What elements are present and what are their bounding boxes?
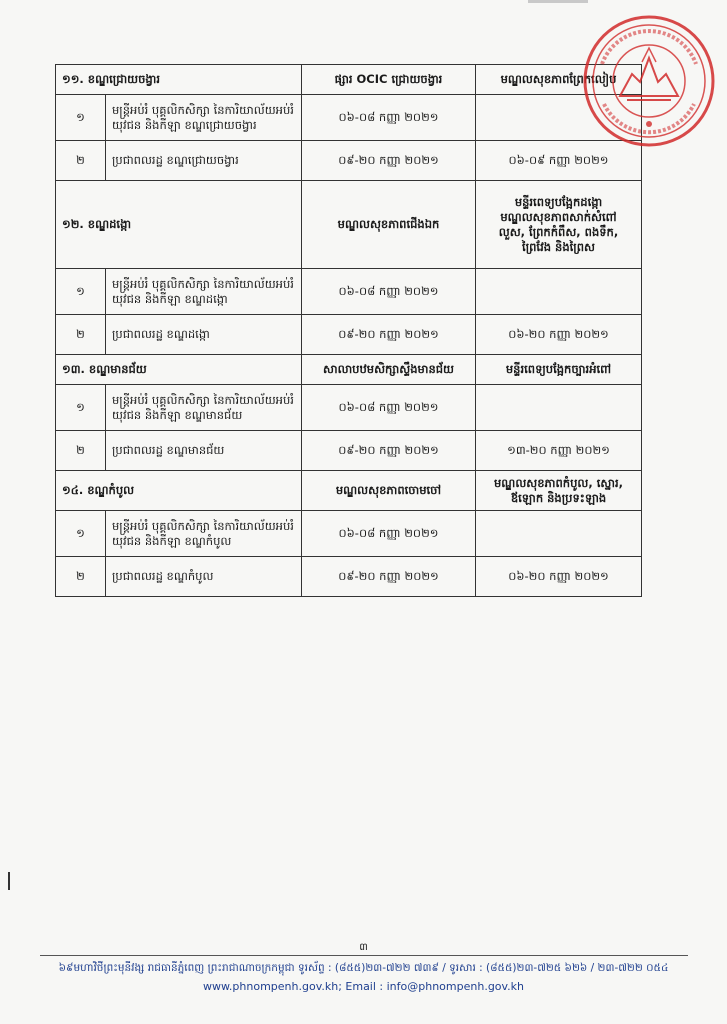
health-center-date [476, 269, 642, 315]
table-row [56, 431, 642, 471]
row-number: ១ [56, 269, 106, 315]
top-edge-mark [528, 0, 588, 3]
target-group: មន្ត្រីអប់រំ បុគ្គលិកសិក្សា នៃការិយាល័យអប់រំ យុវជន និងកីឡា ខណ្ឌជ្រោយចង្វារ [106, 95, 302, 141]
table-row [56, 385, 642, 431]
target-group: ប្រជាពលរដ្ឋ ខណ្ឌជ្រោយចង្វារ [106, 141, 302, 181]
health-center: មណ្ឌលសុខភាពព្រែកលៀប [476, 65, 642, 95]
table-row [56, 315, 642, 355]
vaccination-date: ០៦-០៨ កញ្ញា ២០២១ [302, 511, 476, 557]
table-row [56, 269, 642, 315]
page-number: ៣ [359, 942, 368, 953]
row-number: ១ [56, 385, 106, 431]
email-label: ; Email : [338, 980, 387, 993]
health-center-date [476, 385, 642, 431]
health-center: មណ្ឌលសុខភាពកំបូល, ស្នោរ, ឪឡោក និងប្រទះឡាង [476, 471, 642, 511]
target-group: មន្ត្រីអប់រំ បុគ្គលិកសិក្សា នៃការិយាល័យអប់រំ យុវជន និងកីឡា ខណ្ឌមានជ័យ [106, 385, 302, 431]
health-center: មន្ទីរពេទ្យបង្អែកដង្កោ មណ្ឌលសុខភាពសាក់សំពៅ លួស, ព្រែកកំពឹស, ពងទឹក, ព្រៃវែង និងព្រៃស [476, 181, 642, 269]
target-group: ប្រជាពលរដ្ឋ ខណ្ឌមានជ័យ [106, 431, 302, 471]
row-number: ១ [56, 511, 106, 557]
row-number: ២ [56, 315, 106, 355]
vaccination-site: មណ្ឌលសុខភាពជើងឯក [302, 181, 476, 269]
district-name: ១១. ខណ្ឌជ្រោយចង្វារ [56, 65, 302, 95]
row-number: ២ [56, 141, 106, 181]
district-header-row [56, 471, 642, 511]
vaccination-date: ០៦-០៨ កញ្ញា ២០២១ [302, 385, 476, 431]
row-number: ១ [56, 95, 106, 141]
district-name: ១៤. ខណ្ឌកំបូល [56, 471, 302, 511]
vaccination-date: ០៦-០៨ កញ្ញា ២០២១ [302, 269, 476, 315]
vaccination-date: ០៦-០៨ កញ្ញា ២០២១ [302, 95, 476, 141]
vaccination-date: ០៩-២០ កញ្ញា ២០២១ [302, 315, 476, 355]
vaccination-date: ០៩-២០ កញ្ញា ២០២១ [302, 431, 476, 471]
district-header-row [56, 355, 642, 385]
footer-address: ៦៩មហាវិថីព្រះមុនីវង្ស រាជធានីភ្នំពេញ ព្រះរាជាណាចក្រកម្ពុជា ទូរស័ព្ទ : (៨៥៥)២៣-៧២២ ៧៣៩ / ទូរសារ : (៨៥៥)២៣-៧២៥ ៦២៦ / ២៣-៧២២ ០៥៤ [58, 962, 669, 974]
table-row [56, 95, 642, 141]
schedule-table-body [56, 65, 642, 597]
district-name: ១២. ខណ្ឌដង្កោ [56, 181, 302, 269]
district-header-row [56, 181, 642, 269]
row-number: ២ [56, 431, 106, 471]
target-group: ប្រជាពលរដ្ឋ ខណ្ឌកំបូល [106, 557, 302, 597]
email-link[interactable]: info@phnompenh.gov.kh [386, 980, 525, 993]
health-center-date: ០៦-២០ កញ្ញា ២០២១ [476, 315, 642, 355]
table-row [56, 511, 642, 557]
vaccination-schedule-table [55, 64, 642, 597]
vaccination-site: ផ្សារ OCIC ជ្រោយចង្វារ [302, 65, 476, 95]
target-group: មន្ត្រីអប់រំ បុគ្គលិកសិក្សា នៃការិយាល័យអប់រំ យុវជន និងកីឡា ខណ្ឌដង្កោ [106, 269, 302, 315]
district-header-row [56, 65, 642, 95]
district-name: ១៣. ខណ្ឌមានជ័យ [56, 355, 302, 385]
health-center-date: ០៦-២០ កញ្ញា ២០២១ [476, 557, 642, 597]
table-row [56, 557, 642, 597]
target-group: មន្ត្រីអប់រំ បុគ្គលិកសិក្សា នៃការិយាល័យអប់រំ យុវជន និងកីឡា ខណ្ឌកំបូល [106, 511, 302, 557]
vaccination-site: មណ្ឌលសុខភាពចោមចៅ [302, 471, 476, 511]
vaccination-date: ០៩-២០ កញ្ញា ២០២១ [302, 557, 476, 597]
row-number: ២ [56, 557, 106, 597]
target-group: ប្រជាពលរដ្ឋ ខណ្ឌដង្កោ [106, 315, 302, 355]
table-row [56, 141, 642, 181]
margin-mark [8, 872, 10, 890]
official-seal-stamp [580, 12, 718, 150]
health-center-date [476, 511, 642, 557]
vaccination-date: ០៩-២០ កញ្ញា ២០២១ [302, 141, 476, 181]
footer-contact [0, 980, 727, 993]
health-center-date: ០៦-០៩ កញ្ញា ២០២១ [476, 141, 642, 181]
website-link[interactable]: www.phnompenh.gov.kh [202, 980, 339, 993]
footer-divider [40, 955, 688, 956]
vaccination-site: សាលាបឋមសិក្សាស្ទឹងមានជ័យ [302, 355, 476, 385]
health-center-date: ១៣-២០ កញ្ញា ២០២១ [476, 431, 642, 471]
health-center: មន្ទីរពេទ្យបង្អែកច្បារអំពៅ [476, 355, 642, 385]
